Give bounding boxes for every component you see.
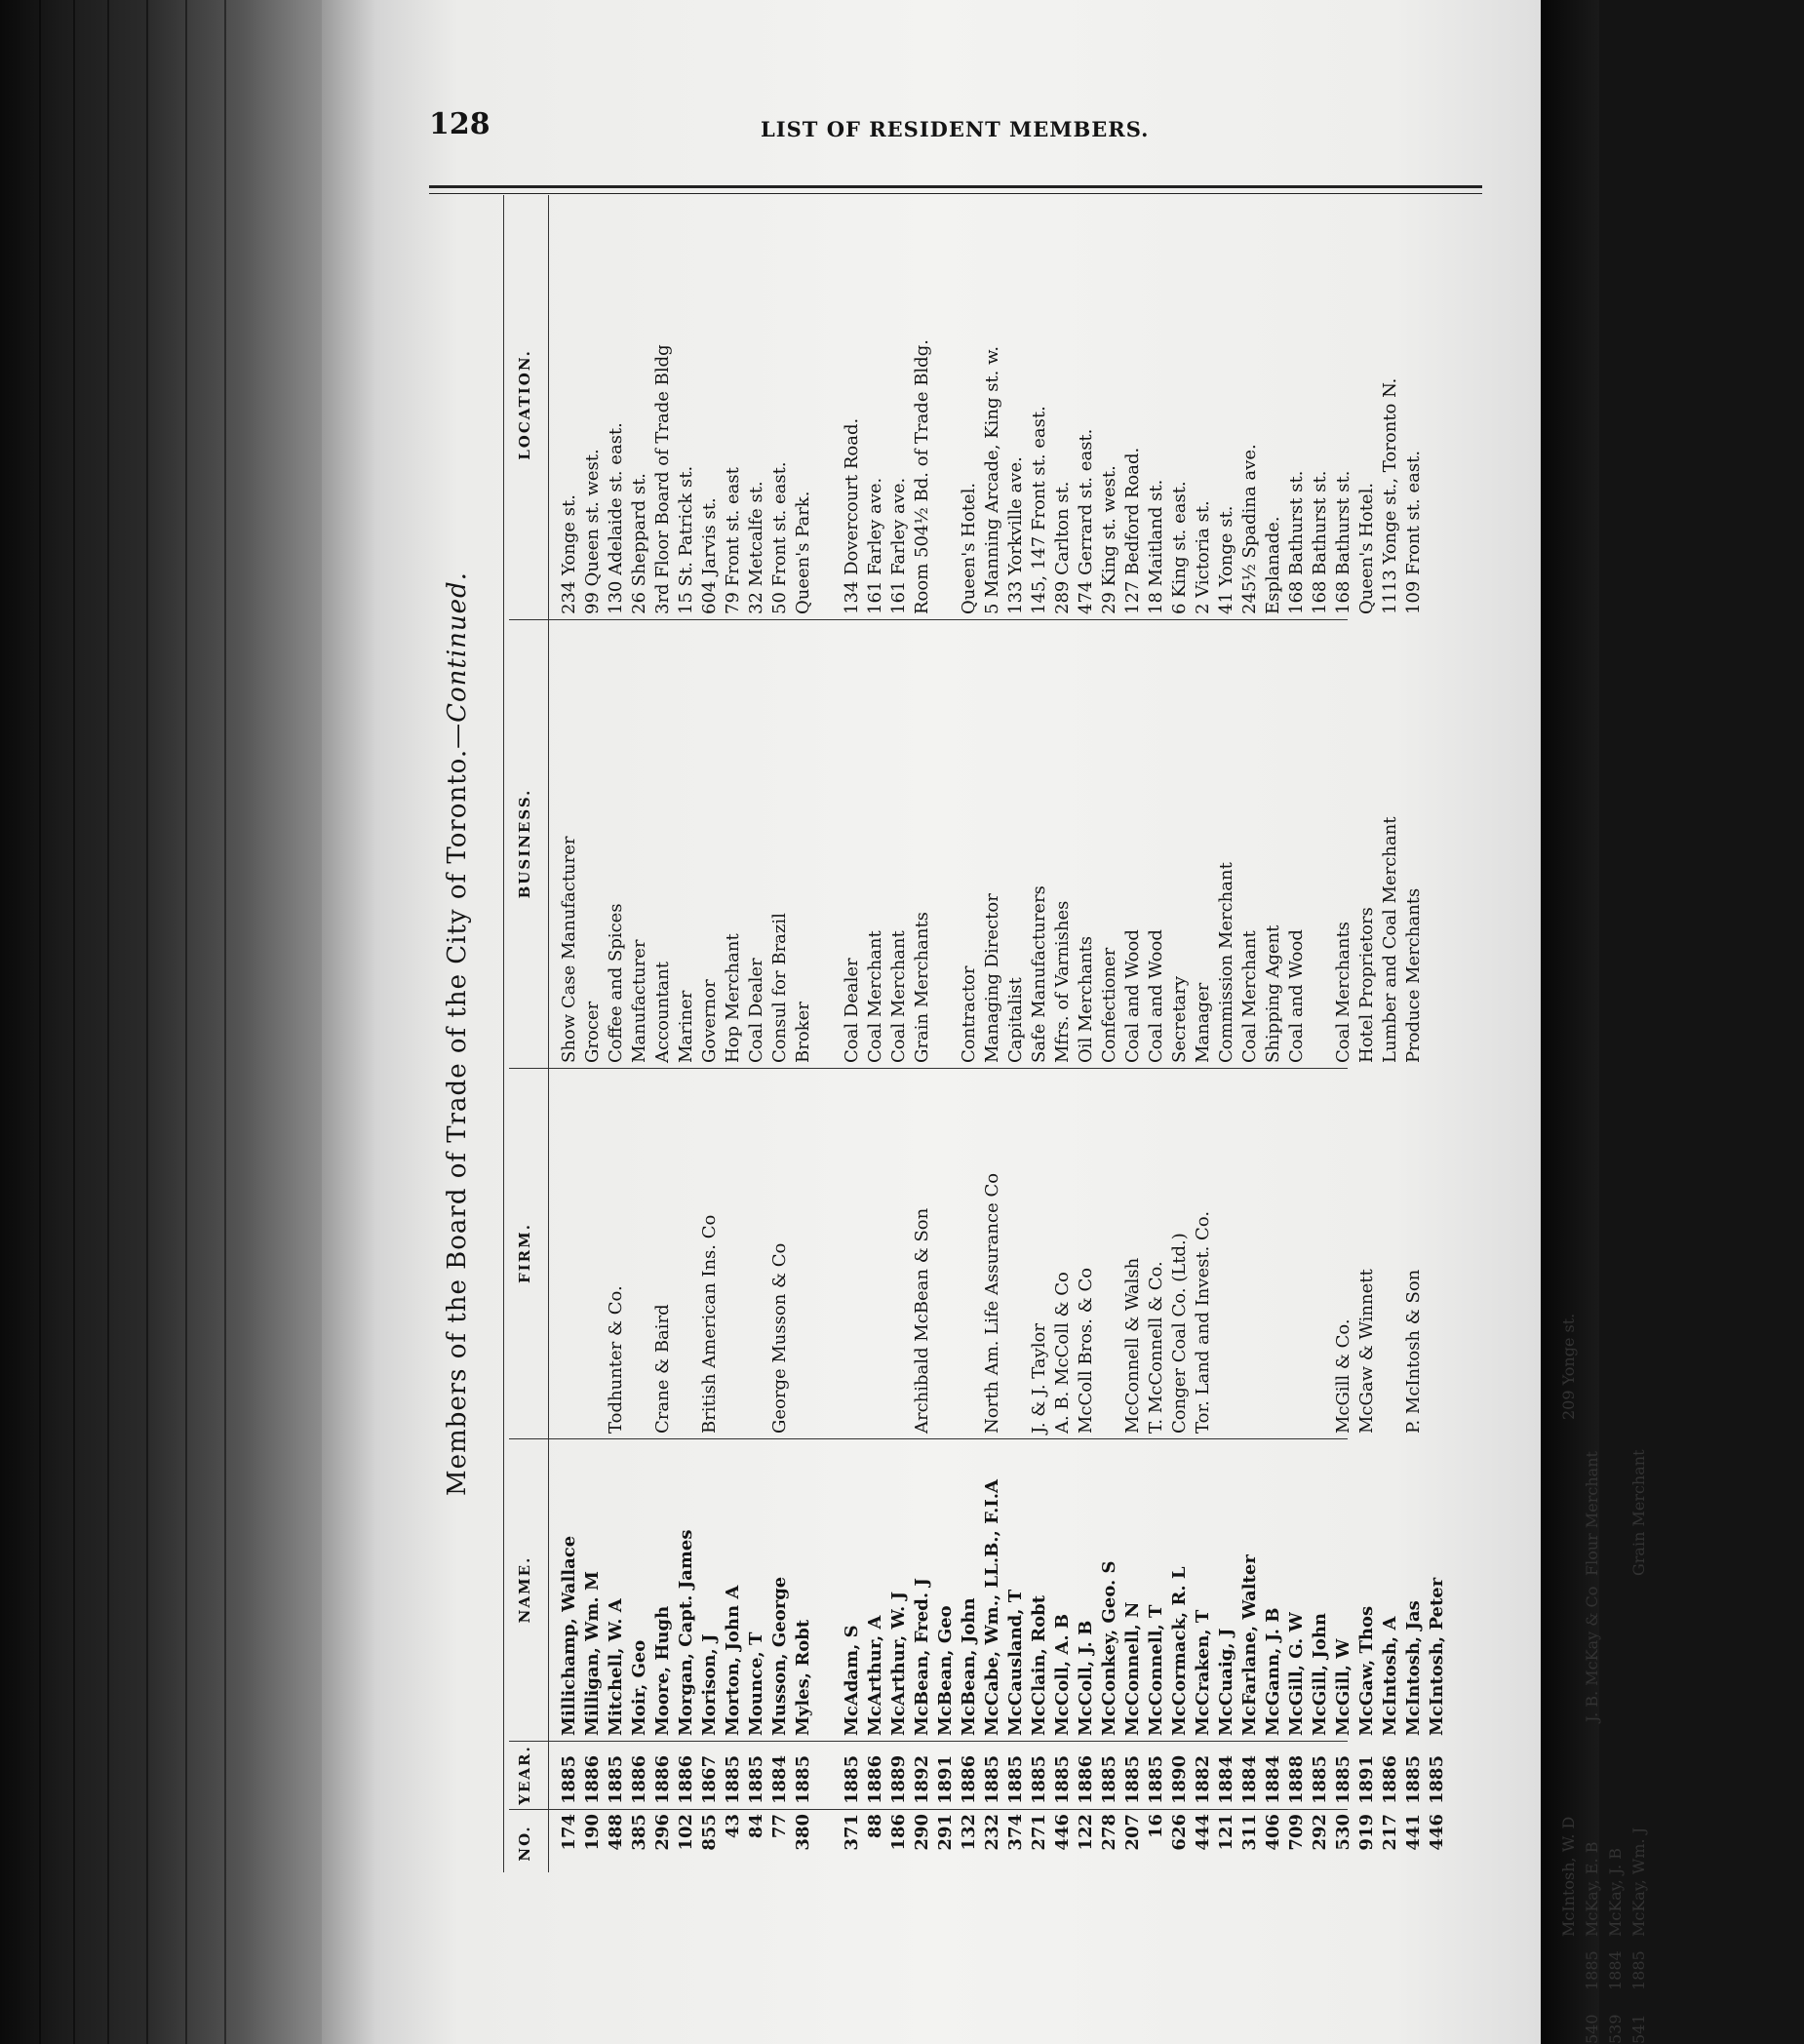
cell-location: Queen's Park. xyxy=(793,491,813,614)
cell-no: 290 xyxy=(912,1814,932,1851)
cell-name: McCausland, T xyxy=(1005,1589,1026,1736)
cell-no: 121 xyxy=(1216,1814,1236,1851)
table-row xyxy=(1051,195,1075,1872)
page-edge-line xyxy=(39,0,41,2044)
cell-no: 488 xyxy=(606,1814,626,1851)
cell-year: 1886 xyxy=(1380,1754,1400,1804)
cell-name: McArthur, W. J xyxy=(888,1592,909,1736)
header-rule-thin xyxy=(429,193,1482,194)
cell-year: 1885 xyxy=(1005,1754,1026,1804)
page-edge-line xyxy=(224,0,226,2044)
cell-name: McCormack, R. L xyxy=(1169,1566,1190,1736)
table-row xyxy=(1379,195,1402,1872)
column-header-firm: FIRM. xyxy=(516,1223,533,1283)
table-row xyxy=(841,195,864,1872)
fragment-cell-firm: J. B. McKay & Co xyxy=(1583,1586,1601,1722)
cell-no: 186 xyxy=(888,1814,909,1851)
table-row xyxy=(1168,195,1192,1872)
cell-no: 16 xyxy=(1146,1814,1166,1839)
cell-year: 1885 xyxy=(559,1754,579,1804)
cell-name: McColl, A. B xyxy=(1052,1613,1073,1736)
cell-name: McAdam, S xyxy=(842,1625,862,1736)
cell-location: 130 Adelaide st. east. xyxy=(606,422,626,614)
cell-name: McFarlane, Walter xyxy=(1239,1554,1260,1736)
cell-name: Moir, Geo xyxy=(629,1639,649,1736)
fragment-row xyxy=(1628,1342,1650,2044)
cell-no: 406 xyxy=(1263,1814,1283,1851)
cell-location: 99 Queen st. west. xyxy=(582,449,603,614)
table-row xyxy=(628,195,651,1872)
fragment-cell-no: 541 xyxy=(1629,2014,1648,2044)
cell-name: McIntosh, Peter xyxy=(1427,1577,1447,1736)
cell-firm: McGaw & Winnett xyxy=(1356,1269,1377,1434)
column-header-name: NAME. xyxy=(516,1555,533,1624)
table-row xyxy=(1285,195,1309,1872)
cell-business: Show Case Manufacturer xyxy=(559,836,579,1063)
cell-name: McIntosh, A xyxy=(1380,1616,1400,1736)
cell-location: 26 Sheppard st. xyxy=(629,472,649,614)
table-row xyxy=(651,195,675,1872)
cell-year: 1886 xyxy=(676,1754,696,1804)
table-row xyxy=(1145,195,1168,1872)
cell-name: Morton, John A xyxy=(723,1585,743,1736)
cell-year: 1884 xyxy=(769,1754,790,1804)
cell-name: McBean, Fred. J xyxy=(912,1578,932,1736)
fragment-row xyxy=(1605,1342,1627,2044)
cell-year: 1885 xyxy=(1099,1754,1119,1804)
table-row xyxy=(605,195,628,1872)
table-row xyxy=(1355,195,1379,1872)
cell-name: McClain, Robt xyxy=(1029,1594,1049,1736)
fragment-cell-no: 540 xyxy=(1583,2014,1601,2044)
cell-year: 1885 xyxy=(1427,1754,1447,1804)
cell-year: 1885 xyxy=(606,1754,626,1804)
cell-name: McCabe, Wm., LL.B., F.I.A xyxy=(982,1479,1002,1736)
cell-firm: Crane & Baird xyxy=(652,1304,673,1434)
cell-location: Esplanade. xyxy=(1263,516,1283,614)
cell-business: Managing Director xyxy=(982,893,1002,1063)
cell-no: 441 xyxy=(1403,1814,1424,1851)
fragment-cell-name: McKay, Wm. J xyxy=(1629,1827,1648,1937)
cell-year: 1885 xyxy=(842,1754,862,1804)
cell-firm: McColl Bros. & Co xyxy=(1076,1267,1096,1434)
cell-no: 855 xyxy=(699,1814,720,1851)
table-row xyxy=(558,195,581,1872)
cell-year: 1885 xyxy=(1310,1754,1330,1804)
cell-business: Hotel Proprietors xyxy=(1356,907,1377,1063)
cell-business: Broker xyxy=(793,1002,813,1063)
cell-location: 134 Dovercourt Road. xyxy=(842,417,862,614)
fragment-cell-year: 1885 xyxy=(1629,1950,1648,1990)
table-row xyxy=(722,195,745,1872)
header-rule xyxy=(429,185,1482,188)
column-header-business: BUSINESS. xyxy=(516,788,533,899)
cell-name: McBean, John xyxy=(959,1597,979,1736)
cell-no: 311 xyxy=(1239,1814,1260,1851)
cell-location: 1113 Yonge st., Toronto N. xyxy=(1380,377,1400,614)
cell-no: 380 xyxy=(793,1814,813,1851)
cell-year: 1886 xyxy=(629,1754,649,1804)
cell-business: Mariner xyxy=(676,990,696,1063)
cell-no: 446 xyxy=(1052,1814,1073,1851)
cell-year: 1886 xyxy=(582,1754,603,1804)
cell-year: 1886 xyxy=(652,1754,673,1804)
cell-year: 1884 xyxy=(1263,1754,1283,1804)
cell-business: Consul for Brazil xyxy=(769,913,790,1063)
cell-location: 109 Front st. east. xyxy=(1403,450,1424,614)
cell-business: Coal and Wood xyxy=(1286,929,1307,1063)
table-title-text: Members of the Board of Trade of the City of Toronto.— xyxy=(443,722,472,1496)
cell-no: 374 xyxy=(1005,1814,1026,1851)
cell-no: 444 xyxy=(1193,1814,1213,1851)
cell-name: Milligan, Wm. M xyxy=(582,1571,603,1736)
table-row xyxy=(1332,195,1355,1872)
cell-no: 271 xyxy=(1029,1814,1049,1851)
cell-location: 145, 147 Front st. east. xyxy=(1029,406,1049,614)
table-row xyxy=(792,195,815,1872)
cell-location: 50 Front st. east. xyxy=(769,461,790,614)
cell-name: McGill, W xyxy=(1333,1638,1353,1736)
cell-name: Millichamp, Wallace xyxy=(559,1535,579,1736)
table-row xyxy=(911,195,934,1872)
table-row xyxy=(1426,195,1449,1872)
cell-business: Mfrs. of Varnishes xyxy=(1052,900,1073,1063)
cell-year: 1884 xyxy=(1216,1754,1236,1804)
cell-firm: T. McConnell & Co. xyxy=(1146,1261,1166,1434)
cell-location: 2 Victoria st. xyxy=(1193,500,1213,614)
table-row xyxy=(1121,195,1145,1872)
cell-firm: A. B. McColl & Co xyxy=(1052,1272,1073,1434)
cell-year: 1885 xyxy=(1403,1754,1424,1804)
cell-location: 474 Gerrard st. east. xyxy=(1076,428,1096,614)
cell-firm: British American Ins. Co xyxy=(699,1214,720,1434)
cell-location: Queen's Hotel. xyxy=(959,482,979,614)
cell-business: Accountant xyxy=(652,962,673,1063)
cell-year: 1882 xyxy=(1193,1754,1213,1804)
cell-business: Confectioner xyxy=(1099,947,1119,1063)
cell-no: 77 xyxy=(769,1814,790,1839)
cell-firm: J. & J. Taylor xyxy=(1029,1323,1049,1434)
table-row xyxy=(1238,195,1262,1872)
table-row xyxy=(1028,195,1051,1872)
cell-business: Produce Merchants xyxy=(1403,887,1424,1063)
cell-no: 292 xyxy=(1310,1814,1330,1851)
cell-year: 1885 xyxy=(1029,1754,1049,1804)
fragment-row xyxy=(1582,1342,1603,2044)
cell-business: Commission Merchant xyxy=(1216,862,1236,1063)
cell-no: 232 xyxy=(982,1814,1002,1851)
cell-no: 919 xyxy=(1356,1814,1377,1851)
cell-name: McGill, G. W xyxy=(1286,1612,1307,1736)
cell-location: 168 Bathurst st. xyxy=(1286,470,1307,614)
cell-name: McBean, Geo xyxy=(935,1605,956,1736)
cell-year: 1886 xyxy=(865,1754,885,1804)
cell-firm: Archibald McBean & Son xyxy=(912,1207,932,1434)
cell-year: 1885 xyxy=(723,1754,743,1804)
cell-business: Grocer xyxy=(582,1001,603,1063)
column-header-no: NO. xyxy=(516,1825,533,1862)
page-number: 128 xyxy=(429,107,490,141)
cell-year: 1892 xyxy=(912,1754,932,1804)
table-row xyxy=(934,195,958,1872)
cell-firm: Conger Coal Co. (Ltd.) xyxy=(1169,1233,1190,1434)
page-edge-line xyxy=(73,0,75,2044)
cell-name: McGann, J. B xyxy=(1263,1607,1283,1736)
fragment-cell-no: 539 xyxy=(1606,2014,1625,2044)
table-row xyxy=(864,195,887,1872)
table-row xyxy=(698,195,722,1872)
cell-no: 446 xyxy=(1427,1814,1447,1851)
cell-name: McGill, John xyxy=(1310,1613,1330,1736)
cell-location: 168 Bathurst st. xyxy=(1310,470,1330,614)
cell-business: Capitalist xyxy=(1005,977,1026,1063)
fragment-cell-name: McKay, J. B xyxy=(1606,1847,1625,1937)
cell-firm: P. McIntosh & Son xyxy=(1403,1269,1424,1434)
cell-year: 1885 xyxy=(982,1754,1002,1804)
cell-location: 3rd Floor Board of Trade Bldg xyxy=(652,344,673,614)
table-row xyxy=(581,195,605,1872)
table-title xyxy=(443,195,491,1872)
cell-business: Manufacturer xyxy=(629,939,649,1063)
table-top-rule xyxy=(503,195,504,1872)
cell-name: McColl, J. B xyxy=(1076,1620,1096,1736)
cell-year: 1885 xyxy=(1122,1754,1143,1804)
cell-year: 1886 xyxy=(1076,1754,1096,1804)
cell-location: 234 Yonge st. xyxy=(559,494,579,614)
cell-name: Morison, J xyxy=(699,1633,720,1736)
cell-business: Coal Dealer xyxy=(746,958,766,1063)
cell-no: 207 xyxy=(1122,1814,1143,1851)
cell-name: McConnell, N xyxy=(1122,1601,1143,1736)
running-head: LIST OF RESIDENT MEMBERS. xyxy=(761,117,1150,141)
table-row xyxy=(1075,195,1098,1872)
cell-firm: North Am. Life Assurance Co xyxy=(982,1172,1002,1434)
cell-firm: McGill & Co. xyxy=(1333,1318,1353,1434)
cell-no: 278 xyxy=(1099,1814,1119,1851)
members-table xyxy=(429,195,1482,1872)
cell-location: 161 Farley ave. xyxy=(865,477,885,614)
cell-location: 32 Metcalfe st. xyxy=(746,481,766,614)
cell-location: 41 Yonge st. xyxy=(1216,505,1236,614)
cell-no: 530 xyxy=(1333,1814,1353,1851)
cell-location: 15 St. Patrick st. xyxy=(676,465,696,614)
cell-no: 296 xyxy=(652,1814,673,1851)
cell-name: McCraken, T xyxy=(1193,1609,1213,1736)
cell-name: McArthur, A xyxy=(865,1615,885,1736)
cell-year: 1885 xyxy=(1333,1754,1353,1804)
cell-location: Room 504½ Bd. of Trade Bldg. xyxy=(912,339,932,614)
cell-location: 6 King st. east. xyxy=(1169,481,1190,614)
cell-business: Coal Merchant xyxy=(1239,930,1260,1063)
fragment-row xyxy=(1558,1313,1580,2044)
cell-name: Myles, Robt xyxy=(793,1619,813,1736)
table-row xyxy=(1192,195,1215,1872)
cell-year: 1884 xyxy=(1239,1754,1260,1804)
fragment-cell-business: Flour Merchant xyxy=(1583,1451,1601,1576)
cell-year: 1888 xyxy=(1286,1754,1307,1804)
page-header xyxy=(429,107,1482,156)
cell-no: 217 xyxy=(1380,1814,1400,1851)
table-row xyxy=(1309,195,1332,1872)
cell-business: Hop Merchant xyxy=(723,933,743,1063)
cell-no: 84 xyxy=(746,1814,766,1839)
cell-name: Morgan, Capt. James xyxy=(676,1529,696,1736)
table-row xyxy=(1262,195,1285,1872)
cell-business: Oil Merchants xyxy=(1076,935,1096,1063)
cell-no: 190 xyxy=(582,1814,603,1851)
cell-business: Contractor xyxy=(959,965,979,1063)
cell-no: 291 xyxy=(935,1814,956,1851)
cell-location: 18 Maitland st. xyxy=(1146,479,1166,614)
cell-business: Coal Merchant xyxy=(888,930,909,1063)
cell-business: Secretary xyxy=(1169,975,1190,1063)
cell-no: 385 xyxy=(629,1814,649,1851)
cell-year: 1886 xyxy=(959,1754,979,1804)
header-bottom-rule xyxy=(548,195,549,1872)
table-row xyxy=(768,195,792,1872)
cell-name: Moore, Hugh xyxy=(652,1605,673,1736)
cell-no: 88 xyxy=(865,1814,885,1839)
cell-no: 43 xyxy=(723,1814,743,1839)
book-gutter xyxy=(0,0,322,2044)
cell-year: 1889 xyxy=(888,1754,909,1804)
cell-location: 29 King st. west. xyxy=(1099,465,1119,614)
fragment-cell-name: McIntosh, W. D xyxy=(1559,1816,1578,1937)
cell-location: 168 Bathurst st. xyxy=(1333,470,1353,614)
cell-year: 1885 xyxy=(746,1754,766,1804)
cell-firm: Todhunter & Co. xyxy=(606,1285,626,1434)
table-row xyxy=(1402,195,1426,1872)
next-page-fragment xyxy=(1550,1313,1804,2044)
cell-location: 79 Front st. east xyxy=(723,467,743,614)
cell-name: McGaw, Thos xyxy=(1356,1605,1377,1736)
cell-year: 1867 xyxy=(699,1754,720,1804)
cell-no: 102 xyxy=(676,1814,696,1851)
cell-no: 132 xyxy=(959,1814,979,1851)
table-title-continued: Continued. xyxy=(443,571,472,723)
cell-name: Mounce, T xyxy=(746,1631,766,1736)
cell-no: 174 xyxy=(559,1814,579,1851)
table-row xyxy=(887,195,911,1872)
cell-firm: McConnell & Walsh xyxy=(1122,1257,1143,1434)
cell-location: 289 Carlton st. xyxy=(1052,481,1073,614)
fragment-cell-location: 209 Yonge st. xyxy=(1559,1313,1578,1420)
column-header-year: YEAR. xyxy=(516,1745,533,1805)
fragment-cell-year: 1884 xyxy=(1606,1950,1625,1990)
cell-name: McConkey, Geo. S xyxy=(1099,1560,1119,1736)
cell-no: 709 xyxy=(1286,1814,1307,1851)
cell-business: Coal and Wood xyxy=(1122,929,1143,1063)
cell-name: McIntosh, Jas xyxy=(1403,1600,1424,1736)
table-row xyxy=(675,195,698,1872)
cell-location: 127 Bedford Road. xyxy=(1122,447,1143,614)
page-edge-line xyxy=(146,0,148,2044)
cell-year: 1891 xyxy=(935,1754,956,1804)
cell-year: 1885 xyxy=(1052,1754,1073,1804)
cell-business: Grain Merchants xyxy=(912,912,932,1063)
cell-business: Governor xyxy=(699,979,720,1063)
table-row xyxy=(745,195,768,1872)
table-row xyxy=(958,195,981,1872)
cell-year: 1890 xyxy=(1169,1754,1190,1804)
cell-business: Coal Merchant xyxy=(865,930,885,1063)
cell-name: Mitchell, W. A xyxy=(606,1598,626,1736)
cell-business: Manager xyxy=(1193,982,1213,1063)
cell-no: 626 xyxy=(1169,1814,1190,1851)
page-edge-line xyxy=(107,0,109,2044)
cell-year: 1885 xyxy=(1146,1754,1166,1804)
cell-business: Safe Manufacturers xyxy=(1029,885,1049,1063)
table-row xyxy=(1004,195,1028,1872)
cell-location: Queen's Hotel. xyxy=(1356,482,1377,614)
cell-name: McCuaig, J xyxy=(1216,1628,1236,1736)
fragment-cell-year: 1885 xyxy=(1583,1950,1601,1990)
cell-no: 122 xyxy=(1076,1814,1096,1851)
cell-business: Coal Dealer xyxy=(842,958,862,1063)
cell-location: 133 Yorkville ave. xyxy=(1005,456,1026,614)
cell-business: Coal Merchants xyxy=(1333,922,1353,1063)
cell-business: Lumber and Coal Merchant xyxy=(1380,816,1400,1063)
cell-name: McConnell, T xyxy=(1146,1604,1166,1736)
cell-firm: Tor. Land and Invest. Co. xyxy=(1193,1210,1213,1434)
cell-business: Coffee and Spices xyxy=(606,903,626,1063)
cell-business: Coal and Wood xyxy=(1146,929,1166,1063)
cell-no: 371 xyxy=(842,1814,862,1851)
cell-location: 161 Farley ave. xyxy=(888,477,909,614)
fragment-cell-name: McKay, E. B xyxy=(1583,1841,1601,1937)
cell-location: 604 Jarvis st. xyxy=(699,497,720,614)
cell-firm: George Musson & Co xyxy=(769,1242,790,1434)
table-row xyxy=(981,195,1004,1872)
cell-year: 1891 xyxy=(1356,1754,1377,1804)
table-row xyxy=(1098,195,1121,1872)
cell-location: 5 Manning Arcade, King st. w. xyxy=(982,345,1002,614)
cell-name: Musson, George xyxy=(769,1576,790,1736)
column-header-location: LOCATION. xyxy=(516,349,533,460)
fragment-cell-business: Grain Merchant xyxy=(1629,1449,1648,1576)
cell-year: 1885 xyxy=(793,1754,813,1804)
cell-location: 245½ Spadina ave. xyxy=(1239,444,1260,614)
table-row xyxy=(1215,195,1238,1872)
cell-business: Shipping Agent xyxy=(1263,924,1283,1063)
page-edge-line xyxy=(185,0,187,2044)
